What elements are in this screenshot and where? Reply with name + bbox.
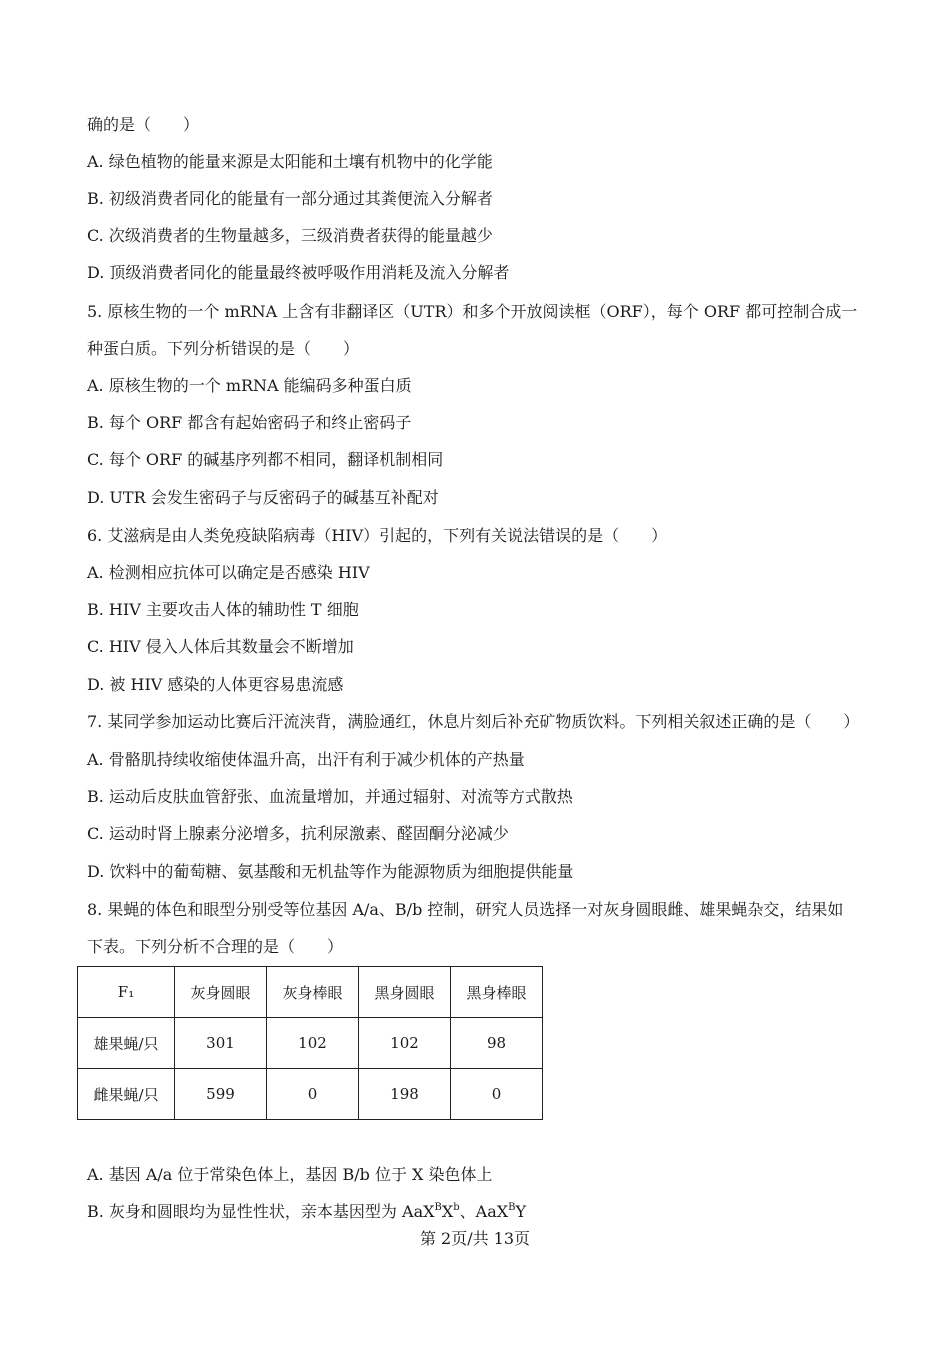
question-4-stem-end: 确的是（ ） bbox=[87, 115, 200, 134]
table-cell: 98 bbox=[451, 1018, 543, 1069]
q5-option-c: C. 每个 ORF 的碱基序列都不相同，翻译机制相同 bbox=[87, 450, 444, 469]
table-row bbox=[78, 1069, 543, 1120]
q6-option-d: D. 被 HIV 感染的人体更容易患流感 bbox=[87, 675, 344, 694]
q4-option-c: C. 次级消费者的生物量越多，三级消费者获得的能量越少 bbox=[87, 226, 493, 245]
superscript: B bbox=[434, 1201, 442, 1213]
q8-option-b-text: B. 灰身和圆眼均为显性性状，亲本基因型为 AaX bbox=[87, 1202, 435, 1221]
q5-option-d: D. UTR 会发生密码子与反密码子的碱基互补配对 bbox=[87, 488, 439, 507]
table-header-row bbox=[78, 967, 543, 1018]
q4-option-a: A. 绿色植物的能量来源是太阳能和土壤有机物中的化学能 bbox=[87, 152, 493, 171]
q6-option-a: A. 检测相应抗体可以确定是否感染 HIV bbox=[87, 563, 370, 582]
q6-option-b: B. HIV 主要攻击人体的辅助性 T 细胞 bbox=[87, 600, 359, 619]
q4-option-b: B. 初级消费者同化的能量有一部分通过其粪便流入分解者 bbox=[87, 189, 493, 208]
table-cell: 雌果蝇/只 bbox=[78, 1069, 175, 1120]
q8-option-b-text: 、AaX bbox=[459, 1202, 509, 1221]
q6-option-c: C. HIV 侵入人体后其数量会不断增加 bbox=[87, 637, 354, 656]
q7-option-b: B. 运动后皮肤血管舒张、血流量增加，并通过辐射、对流等方式散热 bbox=[87, 787, 573, 806]
q5-option-a: A. 原核生物的一个 mRNA 能编码多种蛋白质 bbox=[87, 376, 412, 395]
table-cell: 雄果蝇/只 bbox=[78, 1018, 175, 1069]
question-8-stem: 8. 果蝇的体色和眼型分别受等位基因 A/a、B/b 控制，研究人员选择一对灰身圆眼雌、雄果蝇杂交，结果如 bbox=[87, 900, 844, 919]
table-cell: 102 bbox=[359, 1018, 451, 1069]
page-footer: 第 2页/共 13页 bbox=[419, 1229, 531, 1248]
q7-option-d: D. 饮料中的葡萄糖、氨基酸和无机盐等作为能源物质为细胞提供能量 bbox=[87, 862, 574, 881]
q7-option-c: C. 运动时肾上腺素分泌增多，抗利尿激素、醛固酮分泌减少 bbox=[87, 824, 509, 843]
q8-option-b-text: Y bbox=[515, 1202, 527, 1221]
results-table bbox=[77, 966, 543, 1120]
question-5-stem: 5. 原核生物的一个 mRNA 上含有非翻译区（UTR）和多个开放阅读框（ORF），每个 ORF 都可控制合成一 bbox=[87, 302, 858, 321]
q7-option-a: A. 骨骼肌持续收缩使体温升高，出汗有利于减少机体的产热量 bbox=[87, 750, 525, 769]
table-header-cell: 灰身棒眼 bbox=[267, 967, 359, 1018]
table-cell: 301 bbox=[175, 1018, 267, 1069]
table-cell: 0 bbox=[451, 1069, 543, 1120]
question-8-stem-cont: 下表。下列分析不合理的是（ ） bbox=[87, 937, 344, 956]
table-cell: 0 bbox=[267, 1069, 359, 1120]
table-row bbox=[78, 1018, 543, 1069]
table-header-cell: 黑身棒眼 bbox=[451, 967, 543, 1018]
question-5-stem-cont: 种蛋白质。下列分析错误的是（ ） bbox=[87, 339, 360, 358]
q8-option-a: A. 基因 A/a 位于常染色体上，基因 B/b 位于 X 染色体上 bbox=[87, 1165, 493, 1184]
table-header-cell: 灰身圆眼 bbox=[175, 967, 267, 1018]
question-7-stem: 7. 某同学参加运动比赛后汗流浃背，满脸通红，休息片刻后补充矿物质饮料。下列相关叙述正确的是（ ） bbox=[87, 712, 860, 731]
table-cell: 198 bbox=[359, 1069, 451, 1120]
q4-option-d: D. 顶级消费者同化的能量最终被呼吸作用消耗及流入分解者 bbox=[87, 263, 510, 282]
table-cell: 102 bbox=[267, 1018, 359, 1069]
superscript: b bbox=[453, 1201, 460, 1213]
table-cell: 599 bbox=[175, 1069, 267, 1120]
q8-option-b-text: X bbox=[441, 1202, 454, 1221]
q5-option-b: B. 每个 ORF 都含有起始密码子和终止密码子 bbox=[87, 413, 412, 432]
q8-option-b bbox=[87, 1202, 526, 1222]
table-header-cell: 黑身圆眼 bbox=[359, 967, 451, 1018]
superscript: B bbox=[508, 1201, 516, 1213]
question-6-stem: 6. 艾滋病是由人类免疫缺陷病毒（HIV）引起的，下列有关说法错误的是（ ） bbox=[87, 526, 668, 545]
table-header-cell: F₁ bbox=[78, 967, 175, 1018]
